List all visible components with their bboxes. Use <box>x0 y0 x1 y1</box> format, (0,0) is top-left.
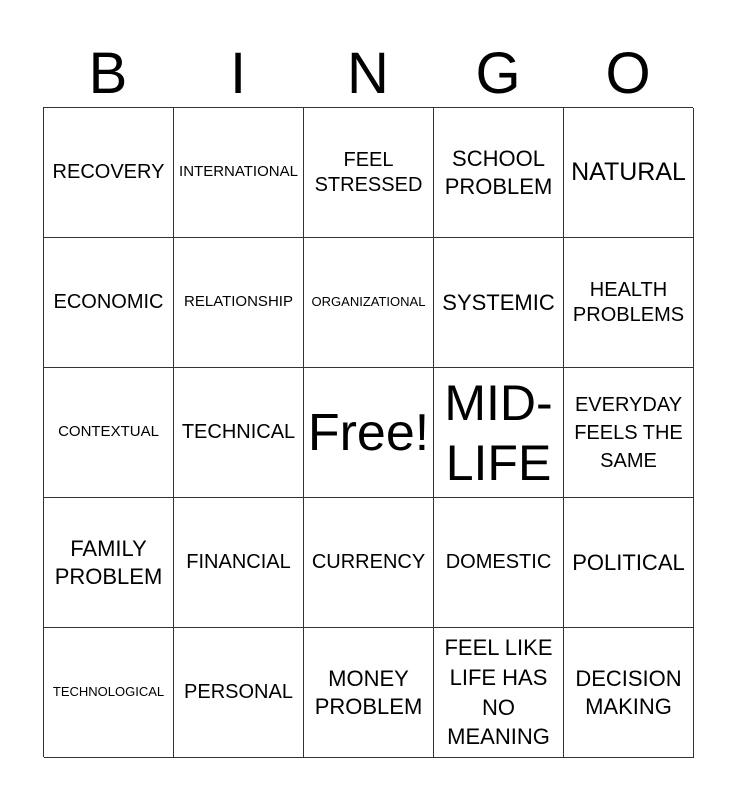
cell-label: FEEL LIKE LIFE HAS NO MEANING <box>444 635 553 750</box>
cell-label: DOMESTIC <box>445 551 552 573</box>
bingo-cell[interactable] <box>434 368 564 498</box>
cell-label: HEALTH PROBLEMS <box>572 278 685 326</box>
cell-label: ORGANIZATIONAL <box>311 294 426 310</box>
bingo-cell[interactable] <box>304 628 434 758</box>
cell-label: TECHNOLOGICAL <box>52 684 165 700</box>
bingo-cell[interactable] <box>304 498 434 628</box>
header-letter-b: B <box>88 41 128 106</box>
cell-label: INTERNATIONAL <box>179 163 298 181</box>
header-letter-o: O <box>605 41 651 106</box>
bingo-board <box>43 107 693 757</box>
cell-label: ECONOMIC <box>53 291 164 313</box>
bingo-cell[interactable] <box>564 498 694 628</box>
bingo-cell[interactable] <box>434 238 564 368</box>
cell-label: NATURAL <box>571 157 686 186</box>
cell-label: MONEY PROBLEM <box>314 666 423 719</box>
bingo-cell[interactable] <box>304 108 434 238</box>
cell-label: POLITICAL <box>572 549 685 575</box>
cell-label: SYSTEMIC <box>442 289 555 315</box>
bingo-cell[interactable] <box>434 628 564 758</box>
bingo-cell[interactable] <box>434 498 564 628</box>
cell-label: MID-LIFE <box>444 374 553 491</box>
cell-label: FINANCIAL <box>186 551 291 573</box>
bingo-cell[interactable] <box>44 238 174 368</box>
bingo-cell[interactable] <box>44 498 174 628</box>
cell-label: FAMILY PROBLEM <box>54 536 163 589</box>
bingo-cell[interactable] <box>174 108 304 238</box>
cell-label: CONTEXTUAL <box>58 423 159 441</box>
cell-label: RELATIONSHIP <box>184 293 293 311</box>
bingo-cell[interactable] <box>564 238 694 368</box>
bingo-cell[interactable] <box>44 628 174 758</box>
bingo-cell[interactable] <box>44 108 174 238</box>
cell-label: DECISION MAKING <box>575 666 682 719</box>
bingo-cell[interactable] <box>564 368 694 498</box>
bingo-cell[interactable] <box>174 628 304 758</box>
cell-label: CURRENCY <box>311 551 426 573</box>
bingo-cell[interactable] <box>174 498 304 628</box>
header-letter-n: N <box>347 41 389 106</box>
cell-label: EVERYDAY FEELS THE SAME <box>574 393 683 472</box>
bingo-cell[interactable] <box>564 108 694 238</box>
free-space-cell[interactable] <box>304 368 434 498</box>
bingo-cell[interactable] <box>434 108 564 238</box>
cell-label: SCHOOL PROBLEM <box>444 146 553 199</box>
bingo-cell[interactable] <box>174 368 304 498</box>
cell-label: PERSONAL <box>184 681 293 703</box>
bingo-cell[interactable] <box>564 628 694 758</box>
bingo-cell[interactable] <box>304 238 434 368</box>
header-letter-g: G <box>475 41 521 106</box>
cell-label: FEEL STRESSED <box>314 148 423 196</box>
bingo-header <box>43 40 693 108</box>
bingo-cell[interactable] <box>174 238 304 368</box>
bingo-cell[interactable] <box>44 368 174 498</box>
free-space-label: Free! <box>307 403 430 462</box>
header-letter-i: I <box>229 41 247 106</box>
cell-label: TECHNICAL <box>181 421 296 443</box>
cell-label: RECOVERY <box>52 161 165 183</box>
